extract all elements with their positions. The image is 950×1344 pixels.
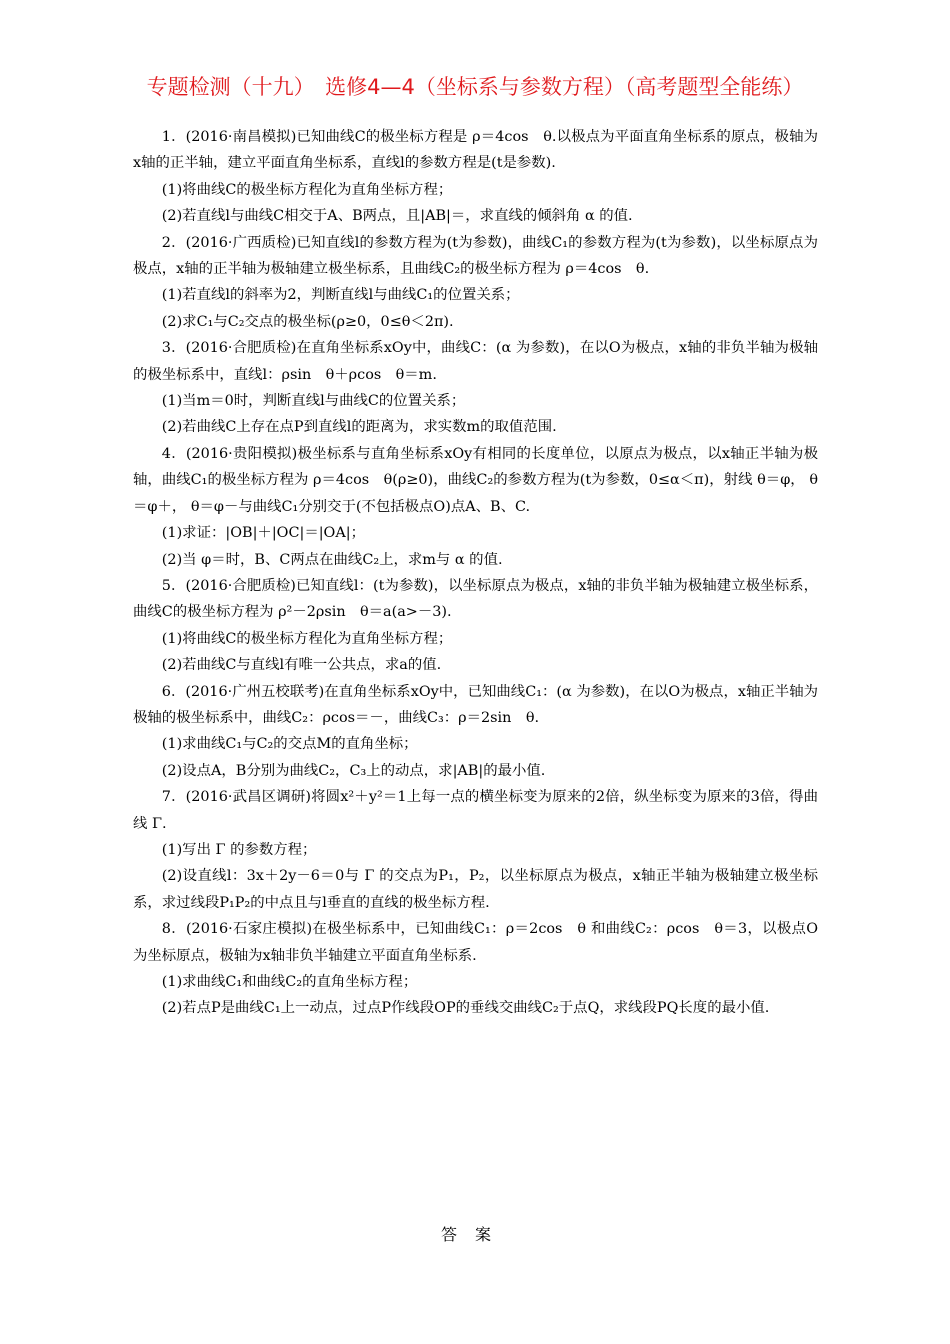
problem-part: (2)当 φ＝时，B、C两点在曲线C₂上，求m与 α 的值.: [161, 551, 503, 568]
problem-stem: 6．(2016·广州五校联考)在直角坐标系xOy中，已知曲线C₁：(α 为参数)，在以O为极点，x轴正半轴为极轴的极坐标系中，曲线C₂：ρcos＝－，曲线C₃：ρ＝2sin θ.: [133, 683, 818, 726]
problem-6: [133, 679, 818, 785]
problem-2: [133, 230, 818, 336]
problem-list: [133, 124, 818, 1022]
problem-stem: 1．(2016·南昌模拟)已知曲线C的极坐标方程是 ρ＝4cos θ.以极点为平面直角坐标系的原点，极轴为x轴的正半轴，建立平面直角坐标系，直线l的参数方程是(t是参数).: [133, 129, 818, 172]
problem-part: (1)将曲线C的极坐标方程化为直角坐标方程；: [161, 630, 453, 647]
problem-7: [133, 784, 818, 916]
page-title: 专题检测（十九） 选修4—4（坐标系与参数方程）（高考题型全能练）: [146, 75, 804, 99]
problem-1: [133, 124, 818, 230]
problem-3: [133, 335, 818, 441]
problem-part: (2)求C₁与C₂交点的极坐标(ρ≥0，0≤θ＜2π).: [161, 313, 454, 330]
problem-stem: 8．(2016·石家庄模拟)在极坐标系中，已知曲线C₁：ρ＝2cos θ 和曲线C₂：ρcos θ＝3，以极点O为坐标原点，极轴为x轴非负半轴建立平面直角坐标系.: [133, 921, 818, 964]
problem-part: (1)求曲线C₁和曲线C₂的直角坐标方程；: [161, 974, 418, 990]
problem-4: [133, 441, 818, 573]
problem-part: (1)求证：|OB|＋|OC|＝|OA|；: [161, 525, 365, 542]
problem-part: (2)设点A，B分别为曲线C₂，C₃上的动点，求|AB|的最小值.: [161, 762, 546, 779]
problem-part: (1)写出 Γ 的参数方程；: [161, 841, 317, 858]
problem-5: [133, 573, 818, 679]
problem-stem: 2．(2016·广西质检)已知直线l的参数方程为(t为参数)，曲线C₁的参数方程为(t为参数)，以坐标原点为极点，x轴的正半轴为极轴建立极坐标系，且曲线C₂的极坐标方程为 ρ＝4cos θ.: [133, 234, 818, 278]
problem-stem: 5．(2016·合肥质检)已知直线l：(t为参数)，以坐标原点为极点，x轴的非负半轴为极轴建立极坐标系，曲线C的极坐标方程为 ρ²－2ρsin θ＝a(a>－3).: [133, 577, 818, 621]
problem-stem: 7．(2016·武昌区调研)将圆x²＋y²＝1上每一点的横坐标变为原来的2倍，纵坐标变为原来的3倍，得曲线 Γ.: [133, 789, 818, 832]
problem-part: (1)求曲线C₁与C₂的交点M的直角坐标；: [161, 736, 418, 753]
problem-part: (1)若直线l的斜率为2，判断直线l与曲线C₁的位置关系；: [161, 287, 520, 304]
problem-8: [133, 916, 818, 1022]
problem-part: (2)若直线l与曲线C相交于A、B两点，且|AB|＝，求直线的倾斜角 α 的值.: [161, 208, 633, 225]
problem-part: (2)若曲线C与直线l有唯一公共点，求a的值.: [161, 657, 442, 674]
answer-heading: 答案: [440, 1225, 509, 1244]
problem-part: (2)若点P是曲线C₁上一动点，过点P作线段OP的垂线交曲线C₂于点Q，求线段PQ长度的最小值.: [161, 1000, 770, 1017]
problem-part: (1)将曲线C的极坐标方程化为直角坐标方程；: [161, 181, 453, 198]
problem-part: (1)当m＝0时，判断直线l与曲线C的位置关系；: [161, 393, 466, 410]
problem-stem: 4．(2016·贵阳模拟)极坐标系与直角坐标系xOy有相同的长度单位，以原点为极点，以x轴正半轴为极轴，曲线C₁的极坐标方程为 ρ＝4cos θ(ρ≥0)，曲线C₂的参数方程为(t为参数，0≤α＜π)，射线 θ＝φ， θ＝φ＋， θ＝φ－与曲线C₁分别交于(不包括极点O)点A、B、C.: [133, 445, 818, 515]
problem-stem: 3．(2016·合肥质检)在直角坐标系xOy中，曲线C：(α 为参数)，在以O为极点，x轴的非负半轴为极轴的极坐标系中，直线l：ρsin θ＋ρcos θ＝m.: [133, 340, 818, 383]
problem-part: (2)设直线l：3x＋2y－6＝0与 Γ 的交点为P₁，P₂，以坐标原点为极点，x轴正半轴为极轴建立极坐标系，求过线段P₁P₂的中点且与l垂直的直线的极坐标方程.: [133, 868, 818, 911]
problem-part: (2)若曲线C上存在点P到直线l的距离为，求实数m的取值范围.: [161, 419, 557, 436]
